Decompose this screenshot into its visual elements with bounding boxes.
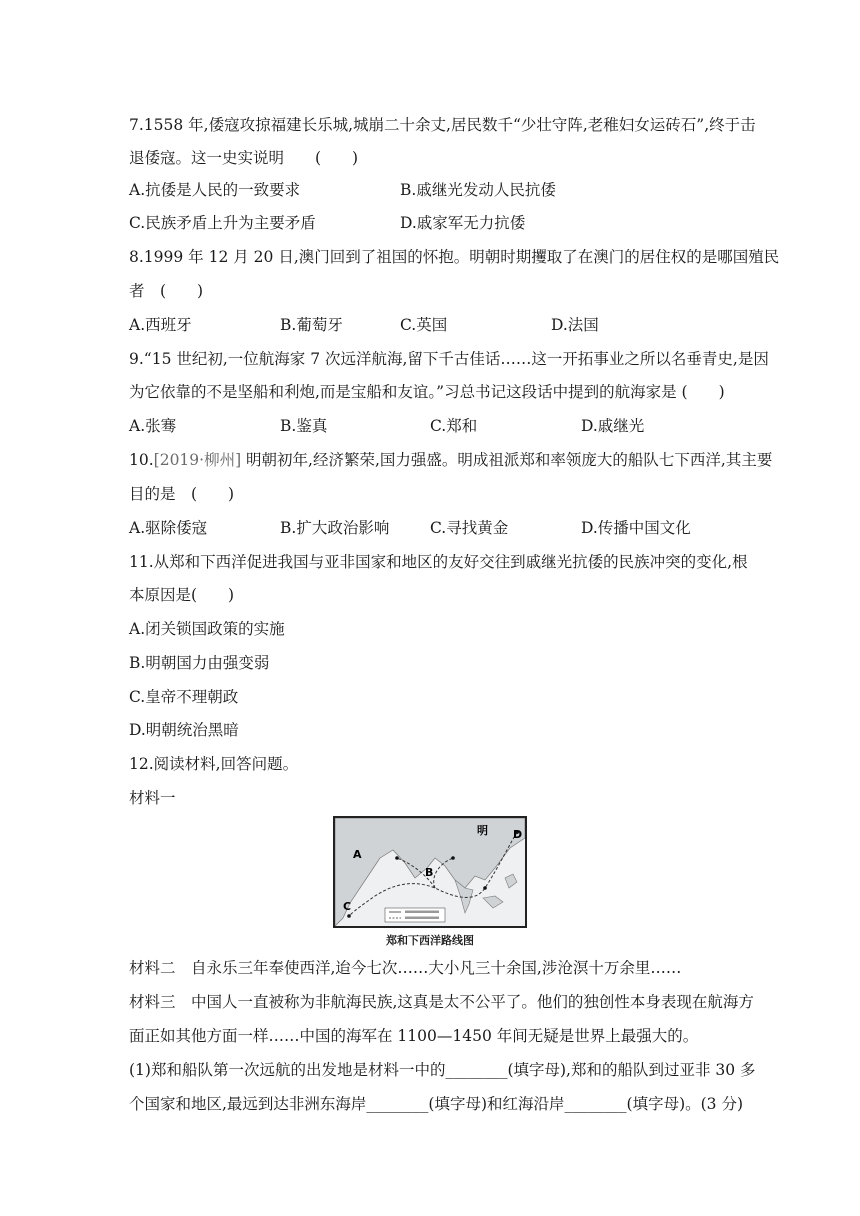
q7-option-b: B.戚继光发动人民抗倭 — [400, 181, 556, 199]
q9-option-a: A.张骞 — [129, 417, 177, 435]
q11-option-a: A.闭关锁国政策的实施 — [129, 620, 285, 638]
route-map-graphic — [335, 818, 525, 926]
q12-intro: 12.阅读材料,回答问题。 — [129, 755, 299, 773]
map-label-ming: 明 — [477, 824, 488, 837]
q10-option-a: A.驱除倭寇 — [129, 519, 208, 537]
q7-stem-line1: 7.1558 年,倭寇攻掠福建长乐城,城崩二十余丈,居民数千“少壮守阵,老稚妇女运砖石”,终于击 — [129, 116, 756, 134]
q8-option-b: B.葡萄牙 — [280, 316, 343, 334]
q12-sub1-line1: (1)郑和船队第一次远航的出发地是材料一中的________(填字母),郑和的船队到过亚非 30 多 — [129, 1061, 756, 1079]
q9-option-c: C.郑和 — [430, 417, 478, 435]
q11-stem-line1: 11.从郑和下西洋促进我国与亚非国家和地区的友好交往到戚继光抗倭的民族冲突的变化,根 — [129, 553, 748, 571]
q7-stem-line2: 退倭寇。这一史实说明 ( ) — [129, 149, 359, 167]
map-caption: 郑和下西洋路线图 — [386, 934, 474, 947]
q7-option-a: A.抗倭是人民的一致要求 — [129, 181, 301, 199]
q10-option-b: B.扩大政治影响 — [280, 519, 390, 537]
q9-option-b: B.鉴真 — [280, 417, 328, 435]
q12-material3-line2: 面正如其他方面一样……中国的海军在 1100—1450 年间无疑是世界上最强大的。 — [129, 1027, 699, 1045]
q8-option-c: C.英国 — [400, 316, 448, 334]
q12-sub1-line2: 个国家和地区,最远到达非洲东海岸________(填字母)和红海沿岸________(填字母)。(3 分) — [129, 1095, 744, 1113]
q11-option-c: C.皇帝不理朝政 — [129, 688, 239, 706]
q10-stem-line2: 目的是 ( ) — [129, 485, 235, 503]
map-letter-b: B — [425, 866, 434, 879]
q12-material3-line1: 材料三 中国人一直被称为非航海民族,这真是太不公平了。他们的独创性本身表现在航海方 — [129, 993, 754, 1011]
q11-stem-line2: 本原因是( ) — [129, 586, 235, 604]
q9-stem-line1: 9.“15 世纪初,一位航海家 7 次远洋航海,留下千古佳话……这一开拓事业之所以名垂青史,是因 — [129, 350, 769, 368]
q9-option-d: D.戚继光 — [581, 417, 645, 435]
q10-option-c: C.寻找黄金 — [430, 519, 509, 537]
q11-option-b: B.明朝国力由强变弱 — [129, 654, 270, 672]
zheng-he-route-map — [333, 816, 527, 928]
map-letter-d: D — [513, 828, 523, 841]
q12-material2: 材料二 自永乐三年奉使西洋,迨今七次……大小凡三十余国,涉沧溟十万余里…… — [129, 959, 682, 977]
q9-stem-line2: 为它依靠的不是坚船和利炮,而是宝船和友谊。”习总书记这段话中提到的航海家是 ( ) — [129, 383, 725, 401]
q7-option-d: D.戚家军无力抗倭 — [400, 214, 526, 232]
q8-stem-line1: 8.1999 年 12 月 20 日,澳门回到了祖国的怀抱。明朝时期攫取了在澳门的居住权的是哪国殖民 — [129, 248, 780, 266]
q8-option-d: D.法国 — [551, 316, 599, 334]
q10-stem-line1 — [129, 450, 772, 470]
q11-option-d: D.明朝统治黑暗 — [129, 721, 239, 739]
map-letter-a: A — [353, 848, 362, 861]
q8-option-a: A.西班牙 — [129, 316, 192, 334]
q7-option-c: C.民族矛盾上升为主要矛盾 — [129, 214, 316, 232]
map-letter-c: C — [343, 900, 352, 913]
q10-option-d: D.传播中国文化 — [581, 519, 691, 537]
q10-number: 10. — [129, 451, 154, 469]
q10-stem-text: 明朝初年,经济繁荣,国力强盛。明成祖派郑和率领庞大的船队七下西洋,其主要 — [241, 451, 773, 469]
q8-stem-line2: 者 ( ) — [129, 282, 204, 300]
q12-material1-label: 材料一 — [129, 789, 176, 807]
q10-source-tag: [2019·柳州] — [153, 451, 242, 469]
